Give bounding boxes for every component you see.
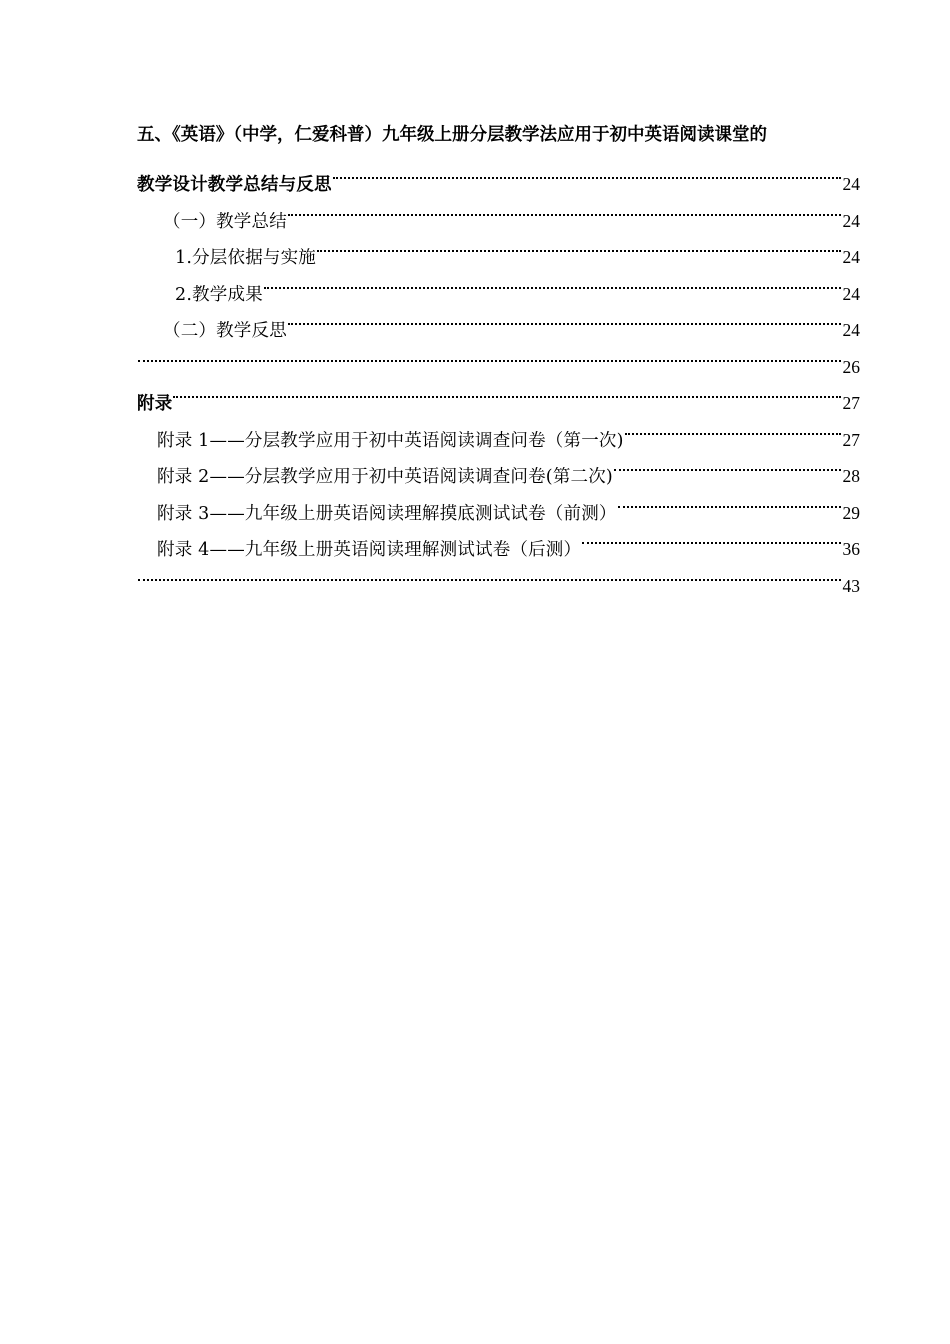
- toc-entry-teaching-summary[interactable]: [137, 190, 860, 232]
- toc-page-number: 26: [842, 356, 860, 377]
- toc-entry-appendix-3[interactable]: [137, 482, 860, 524]
- toc-entry-label: 附录 2——分层教学应用于初中英语阅读调查问卷(第二次): [157, 467, 613, 487]
- toc-entry-label: （二）教学反思: [163, 321, 287, 341]
- toc-entry-label: 附录 3——九年级上册英语阅读理解摸底测试试卷（前测）: [157, 503, 617, 524]
- toc-page-number: 24: [842, 174, 860, 194]
- toc-page-number: 27: [842, 393, 860, 413]
- toc-entry-label: 附录: [137, 394, 173, 414]
- toc-entry-label: （一）教学总结: [163, 211, 287, 232]
- toc-entry-label: 1.分层依据与实施: [175, 248, 316, 268]
- toc-dot-leader: [316, 227, 842, 264]
- toc-page-number: 29: [842, 502, 860, 523]
- toc-page-number: 43: [842, 575, 860, 596]
- toc-dot-leader: [172, 373, 842, 410]
- toc-entry-teaching-results[interactable]: [137, 263, 860, 305]
- toc-dot-leader: [332, 154, 842, 191]
- toc-dot-leader: [137, 336, 842, 373]
- toc-entry-label: 2.教学成果: [175, 284, 263, 305]
- toc-dot-leader: [263, 263, 842, 300]
- toc-page-number: 28: [842, 466, 860, 486]
- toc-dot-leader: [613, 446, 842, 483]
- toc-entry-layering-basis[interactable]: [137, 227, 860, 268]
- toc-dot-leader: [581, 519, 842, 556]
- toc-entry-label: 附录 1——分层教学应用于初中英语阅读调查问卷（第一次): [157, 430, 624, 451]
- toc-page-number: 27: [842, 429, 860, 450]
- toc-dot-leader: [624, 409, 842, 446]
- toc-entry-appendix-2[interactable]: [137, 446, 860, 487]
- toc-dot-leader: [287, 190, 842, 227]
- toc-entry-untitled-43[interactable]: [137, 555, 860, 596]
- toc-entry-teaching-reflection[interactable]: [137, 300, 860, 341]
- toc-entry-appendix[interactable]: [137, 373, 860, 414]
- toc-dot-leader: [287, 300, 842, 337]
- toc-page-number: 24: [842, 320, 860, 340]
- toc-section-5-title-line1[interactable]: 五、《英语》（中学，仁爱科普）九年级上册分层教学法应用于初中英语阅读课堂的: [137, 125, 767, 145]
- toc-dot-leader: [137, 555, 842, 592]
- table-of-contents: [137, 117, 860, 596]
- toc-entry-appendix-1[interactable]: [137, 409, 860, 451]
- toc-dot-leader: [617, 482, 842, 519]
- toc-entry-untitled-26[interactable]: [137, 336, 860, 377]
- toc-entry-appendix-4[interactable]: [137, 519, 860, 560]
- toc-page-number: 24: [842, 247, 860, 267]
- toc-page-number: 36: [842, 539, 860, 559]
- toc-entry-section-5[interactable]: [137, 154, 860, 195]
- toc-page-number: 24: [842, 283, 860, 304]
- toc-entry-label: 教学设计教学总结与反思: [137, 175, 332, 195]
- toc-page-number: 24: [842, 210, 860, 231]
- toc-entry-label: 附录 4——九年级上册英语阅读理解测试试卷（后测）: [157, 540, 582, 560]
